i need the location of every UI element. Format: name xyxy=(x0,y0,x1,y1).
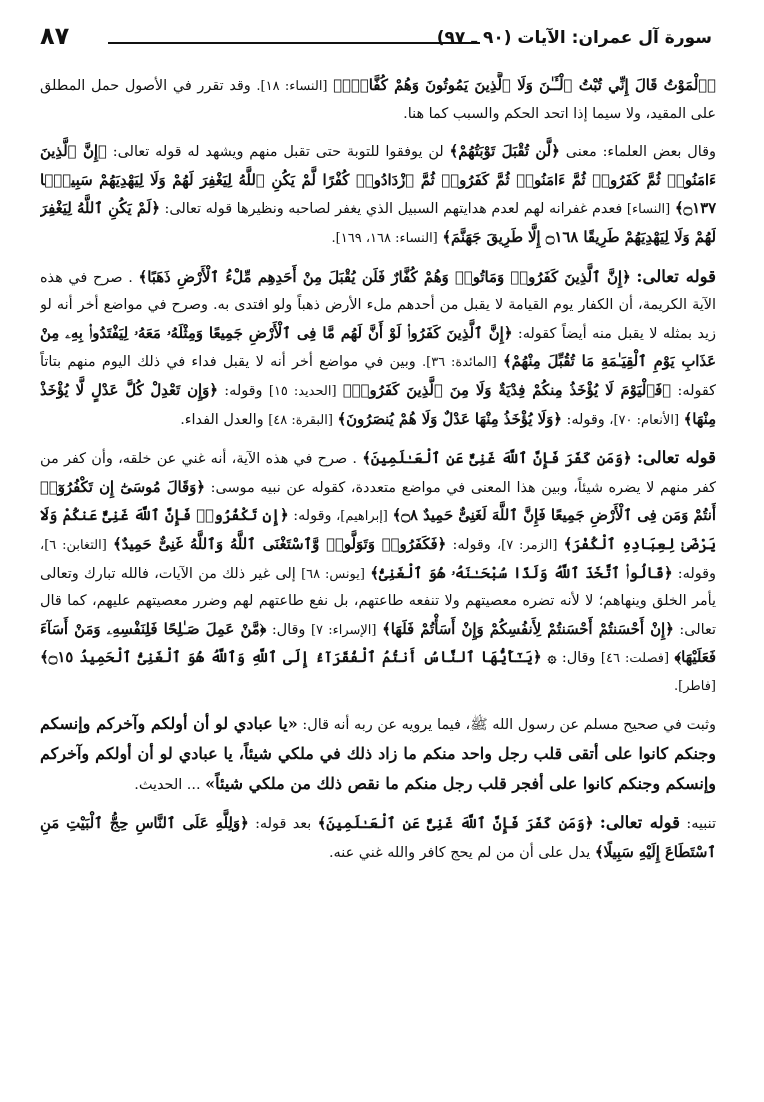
paragraph-gap xyxy=(40,128,716,138)
body-text: وقال: xyxy=(561,650,596,667)
quran-verse: ۞ ﴿يَـٰٓأَيُّهَا ٱلنَّاسُ أَنتُمُ ٱلْفُقَرَآءُ إِلَى ٱللَّهِ وَٱللَّهُ هُوَ ٱلْغَنِىُّ ٱلْحَمِيدُ ۝١٥﴾ xyxy=(40,649,557,667)
body-text: وقوله: xyxy=(566,411,605,428)
body-text: وبين في مواضع أخر أنه لا يقبل فداء في ذلك اليوم منهم بتاتاً كقوله: xyxy=(40,354,716,399)
quran-verse: ﴿لَمْ يَكُنِ ٱللَّهُ لِيَغْفِرَ لَهُمْ وَلَا لِيَهْدِيَهُمْ طَرِيقًا ۝١٦٨ إِلَّا طَرِيقَ جَهَنَّمَ﴾ xyxy=(40,200,716,246)
hadith-quote: «يا عبادي لو أن أولكم وآخركم وإنسكم وجنكم كانوا على أتقى قلب رجل واحد منكم ما زاد ذلك في ملكي شيئاً، يا عبادي لو أن أولكم وآخركم وإنسكم وجنكم كانوا على أفجر قلب رجل منكم ما نقص ذلك من ملكي شيئاً» xyxy=(40,714,716,793)
verse-reference: [الأنعام: ٧٠]، xyxy=(609,412,680,428)
page-header xyxy=(40,22,712,56)
paragraph-3 xyxy=(40,263,716,435)
quran-verse: ﴿وَمَن كَفَرَ فَإِنَّ ٱللَّهَ غَنِىٌّ عَنِ ٱلْعَـٰلَمِينَ﴾ xyxy=(317,815,594,833)
verse-reference: [الزمر: ٧]، xyxy=(496,537,558,553)
quran-verse: ﴿وَإِن تَعْدِلْ كُلَّ عَدْلٍ لَّا يُؤْخَذْ مِنْهَا﴾ xyxy=(40,381,716,428)
header-rule xyxy=(108,42,480,44)
verse-reference: [فاطر]. xyxy=(674,678,716,694)
section-lead: قوله تعالى: xyxy=(599,813,681,833)
verse-reference: [إبراهيم]، xyxy=(336,509,388,525)
verse-reference: [التغابن: ٦]، xyxy=(40,537,107,553)
body-text: بعد قوله: xyxy=(255,816,312,833)
paragraph-1 xyxy=(40,72,716,128)
verse-reference: [المائدة: ٣٦]. xyxy=(421,355,497,371)
body-text: . صرح في هذه الآية، أنه غني عن خلقه، وأن كفر من كفر منهم لا يضره شيئاً، وبين هذا المعنى في مواضع متعددة، كقوله عن نبيه موسى: xyxy=(40,451,716,496)
note-label: تنبيه: xyxy=(686,816,716,833)
paragraph-4 xyxy=(40,444,716,700)
quran-verse: ﴿فَٱلْيَوْمَ لَا يُؤْخَذُ مِنكُمْ فِدْيَةٌ وَلَا مِنَ ٱلَّذِينَ كَفَرُوا۟﴾ xyxy=(342,381,672,399)
body-text: إلى غير ذلك من الآيات، فالله تبارك وتعالى يأمر الخلق وينهاهم؛ لا لأنه تضره معصيتهم ولا تنفعه طاعتهم، بل نفع طاعتهم لهم وضرر معصيتهم عليهم، كما قال تعالى: xyxy=(40,565,716,638)
body-text: والعدل الفداء. xyxy=(180,411,264,428)
body-text: وقوله: xyxy=(224,382,263,399)
body-text: وقوله: xyxy=(293,508,332,525)
quran-verse: ﴿إِنَّ ٱلَّذِينَ ءَامَنُوا۟ ثُمَّ كَفَرُوا۟ ثُمَّ ءَامَنُوا۟ ثُمَّ كَفَرُوا۟ ثُمَّ ٱزْدَادُوا۟ كُفْرًا لَّمْ يَكُنِ ٱللَّهُ لِيَغْفِرَ لَهُمْ وَلَا لِيَهْدِيَهُمْ سَبِيلًۢا ۝١٣٧﴾ xyxy=(40,143,716,218)
quran-verse: ﴿إِنَّ ٱلَّذِينَ كَفَرُوا۟ وَمَاتُوا۟ وَهُمْ كُفَّارٌ فَلَن يُقْبَلَ مِنْ أَحَدِهِم مِّلْءُ ٱلْأَرْضِ ذَهَبًا﴾ xyxy=(138,268,631,286)
section-lead: قوله تعالى: xyxy=(636,448,716,468)
quran-verse: ﴿مَّنْ عَمِلَ صَـٰلِحًا فَلِنَفْسِهِۦ وَمَنْ أَسَآءَ فَعَلَيْهَا﴾ xyxy=(40,620,716,667)
paragraph-6 xyxy=(40,809,716,867)
quran-verse: ﴿وَقَالَ مُوسَىٰٓ إِن تَكْفُرُوٓا۟ أَنتُمْ وَمَن فِى ٱلْأَرْضِ جَمِيعًا فَإِنَّ ٱللَّهَ لَغَنِىٌّ حَمِيدٌ ۝٨﴾ xyxy=(40,478,716,525)
body-text: وقال: xyxy=(271,621,306,638)
verse-reference: [الحديد: ١٥] xyxy=(268,383,337,399)
quran-verse: ﴿وَمَن كَفَرَ فَإِنَّ ٱللَّهَ غَنِىٌّ عَنِ ٱلْعَـٰلَمِينَ﴾ xyxy=(362,450,632,468)
quran-verse: ﴿إِنَّ ٱلَّذِينَ كَفَرُوا۟ لَوْ أَنَّ لَهُم مَّا فِى ٱلْأَرْضِ جَمِيعًا وَمِثْلَهُۥ مَعَهُۥ لِيَفْتَدُوا۟ بِهِۦ مِنْ عَذَابِ يَوْمِ ٱلْقِيَـٰمَةِ مَا تُقُبِّلَ مِنْهُمْ﴾ xyxy=(40,324,716,371)
body-text: وقوله: xyxy=(677,565,716,582)
paragraph-gap xyxy=(40,253,716,263)
verse-reference: [البقرة: ٤٨] xyxy=(268,412,333,428)
body-text: وثبت في صحيح مسلم عن رسول الله ﷺ، فيما يرويه عن ربه أنه قال: xyxy=(302,717,716,734)
verse-reference: [الإسراء: ٧] xyxy=(310,622,377,638)
running-title: سورة آل عمران: الآيات (٩٠ ـ ٩٧) xyxy=(436,28,712,48)
quran-verse: ﴿إِن تَكْفُرُوا۟ فَإِنَّ ٱللَّهَ غَنِىٌّ عَنكُمْ وَلَا يَرْضَىٰ لِعِبَادِهِ ٱلْكُفْرَ﴾ xyxy=(40,507,716,553)
quran-verse: ﴿إِنْ أَحْسَنتُمْ أَحْسَنتُمْ لِأَنفُسِكُمْ وَإِنْ أَسَأْتُمْ فَلَهَا﴾ xyxy=(382,620,674,638)
verse-reference: [النساء] xyxy=(626,202,671,218)
body-text: يدل على أن من لم يحج كافر والله غني عنه. xyxy=(328,844,591,861)
paragraph-2 xyxy=(40,138,716,252)
page-number: ٨٧ xyxy=(40,22,70,50)
verse-reference: [فصلت: ٤٦] xyxy=(600,651,670,667)
paragraph-gap xyxy=(40,434,716,444)
page-body xyxy=(40,72,716,1094)
quran-verse: ﴿فَكَفَرُوا۟ وَتَوَلَّوا۟ وَّٱسْتَغْنَى ٱللَّهُ وَٱللَّهُ غَنِىٌّ حَمِيدٌ﴾ xyxy=(113,535,447,553)
quran-verse: ﴿لَّن تُقْبَلَ تَوْبَتُهُمْ﴾ xyxy=(449,143,560,161)
body-text: وقال بعض العلماء: معنى xyxy=(565,144,716,161)
body-text: وقد تقرر في الأصول حمل المطلق على المقيد، ولا سيما إذا اتحد الحكم والسبب كما هنا. xyxy=(40,78,716,122)
body-text: وقوله: xyxy=(452,536,491,553)
section-lead: قوله تعالى: xyxy=(636,266,716,286)
body-text: . صرح في هذه الآية الكريمة، أن الكفار يوم القيامة لا يقبل من أحدهم ملء الأرض ذهباً ولو افتدى به. وصرح في مواضع أخر أنه لو زيد بمثله لا يقبل منه أيضاً كقوله: xyxy=(40,269,716,342)
body-text: لن يوفقوا للتوبة حتى تقبل منهم ويشهد له قوله تعالى: xyxy=(112,144,444,161)
quran-verse: ﴿قَالُوا۟ ٱتَّخَذَ ٱللَّهُ وَلَدًا سُبْحَـٰنَهُۥ هُوَ ٱلْغَنِىُّ﴾ xyxy=(370,564,673,582)
verse-reference: [يونس: ٦٨] xyxy=(301,566,365,582)
verse-reference: [النساء: ١٨]. xyxy=(256,79,328,94)
paragraph-5 xyxy=(40,710,716,799)
paragraph-gap xyxy=(40,700,716,710)
body-text: ... الحديث. xyxy=(134,776,201,793)
paragraph-gap xyxy=(40,799,716,809)
body-text: فعدم غفرانه لهم لعدم هدايتهم السبيل الذي يغفر لصاحبه ونظيرها قوله تعالى: xyxy=(164,201,623,218)
quran-verse: ﴿ٱلْمَوْتُ قَالَ إِنِّي تُبْتُ ٱلْـَٔـٰنَ وَلَا ٱلَّذِينَ يَمُوتُونَ وَهُمْ كُفَّارٌۚ﴾ xyxy=(333,77,716,94)
quran-verse: ﴿وَلَا يُؤْخَذُ مِنْهَا عَدْلٌ وَلَا هُمْ يُنصَرُونَ﴾ xyxy=(337,410,562,428)
verse-reference: [النساء: ١٦٨، ١٦٩]. xyxy=(331,230,438,246)
quran-verse: ﴿وَلِلَّهِ عَلَى ٱلنَّاسِ حِجُّ ٱلْبَيْتِ مَنِ ٱسْتَطَاعَ إِلَيْهِ سَبِيلًا﴾ xyxy=(40,815,716,861)
